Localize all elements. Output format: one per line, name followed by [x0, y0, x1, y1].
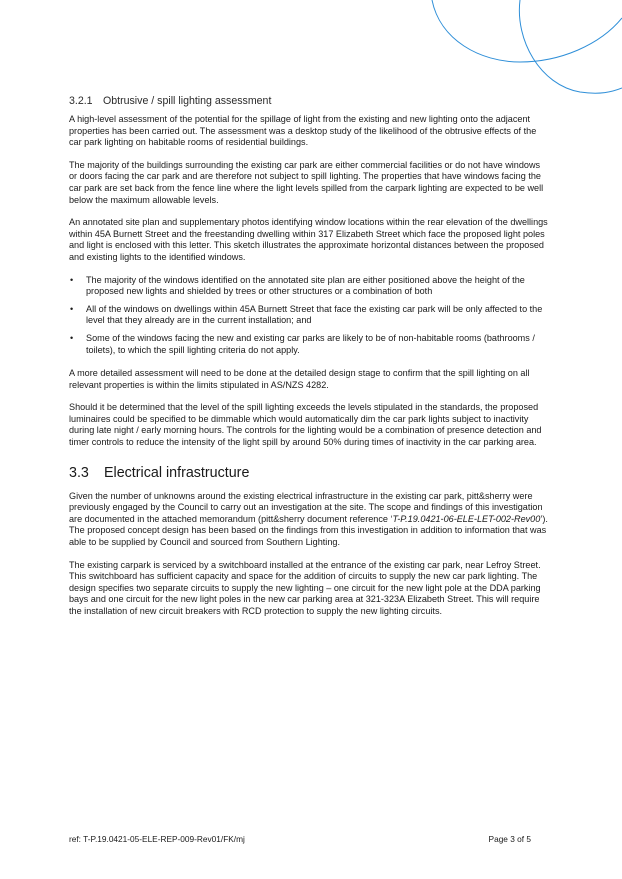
paragraph: A more detailed assessment will need to be done at the detailed design stage to confirm that the spill lighting on all relevant properties is within the limits stipulated in AS/NZS 4282. [69, 368, 530, 390]
page-number: Page 3 of 5 [488, 834, 531, 844]
list-item: • All of the windows on dwellings within 45A Burnett Street that face the existing car park will be only affected to the level that they already are in the current installation; and [70, 303, 543, 326]
section-title: Obtrusive / spill lighting assessment [103, 95, 272, 107]
bullet-icon: • [70, 303, 74, 314]
bullet-list [69, 275, 549, 357]
list-item: • The majority of the windows identified on the annotated site plan are either positioned above the height of the proposed new lights and shielded by trees or other structures or a combination of both [70, 274, 525, 297]
paragraph: An annotated site plan and supplementary photos identifying window locations within the rear elevation of the dwellings within 45A Burnett Street and the freestanding dwelling within 317 Elizabeth Street which face the proposed light poles and light is enclosed with this letter. This sketch illustrates the approximate horizontal distances between the proposed and existing lights to the identified windows. [69, 217, 548, 262]
section-number: 3.2.1 [69, 95, 93, 107]
document-ref: ref: T-P.19.0421-05-ELE-REP-009-Rev01/FK/mj [69, 834, 245, 844]
section-number: 3.3 [69, 464, 89, 481]
section-heading-3-3 [69, 465, 549, 481]
document-reference: T-P.19.0421-06-ELE-LET-002-Rev00 [392, 513, 541, 524]
bullet-icon: • [70, 274, 74, 285]
section-title: Electrical infrastructure [104, 464, 250, 481]
paragraph: Given the number of unknowns around the existing electrical infrastructure in the existing car park, pitt&sherry were previously engaged by the Council to carry out an investigation at the site. The scope and findings of this investigation are documented in the attached memorandum (pitt&sherry document reference ‘T-P.19.0421-06-ELE-LET-002-Rev00’). The proposed concept design has been based on the findings from this investigation in addition to information that was able to be supplied by Council and sourced from Southern Lighting. [69, 490, 548, 548]
paragraph: The majority of the buildings surrounding the existing car park are either commercial facilities or do not have windows or doors facing the car park and are therefore not subject to spill lighting. The properties that have windows facing the car park are set back from the fence line where the light levels spilled from the carpark lighting are expected to be well below the maximum allowable levels. [69, 159, 544, 205]
bullet-icon: • [70, 332, 74, 343]
list-item: • Some of the windows facing the new and existing car parks are likely to be of non-habitable rooms (bathrooms / toilets), to which the spill lighting criteria do not apply. [70, 332, 535, 355]
paragraph: A high-level assessment of the potential for the spillage of light from the existing and new lighting onto the adjacent properties has been carried out. The assessment was a desktop study of the likelihood of the obtrusive effects of the car park lighting on habitable rooms of residential buildings. [69, 114, 537, 148]
section-heading-3-2-1 [69, 95, 549, 107]
document-body [69, 95, 549, 629]
header-decoration [0, 0, 622, 110]
paragraph: Should it be determined that the level of the spill lighting exceeds the levels stipulated in the standards, the proposed luminaires could be specified to be dimmable which would automatically dim the car park lights subject to inactivity during late night / early morning hours. The controls for the lighting would be a combination of presence detection and timer controls to reduce the intensity of the light spill by around 50% during times of inactivity in the car parking area. [69, 402, 542, 448]
paragraph: The existing carpark is serviced by a switchboard installed at the entrance of the existing car park, near Lefroy Street. This switchboard has sufficient capacity and space for the addition of circuits to supply the new car park lighting. The design specifies two separate circuits to supply the new lighting – one circuit for the new light pole at the DDA parking bays and one circuit for the new light poles in the new car parking area at 321-323A Elizabeth Street. This will require the installation of new circuit breakers with RCD protection to supply the new lighting circuits. [69, 559, 541, 616]
page-footer [69, 834, 531, 844]
